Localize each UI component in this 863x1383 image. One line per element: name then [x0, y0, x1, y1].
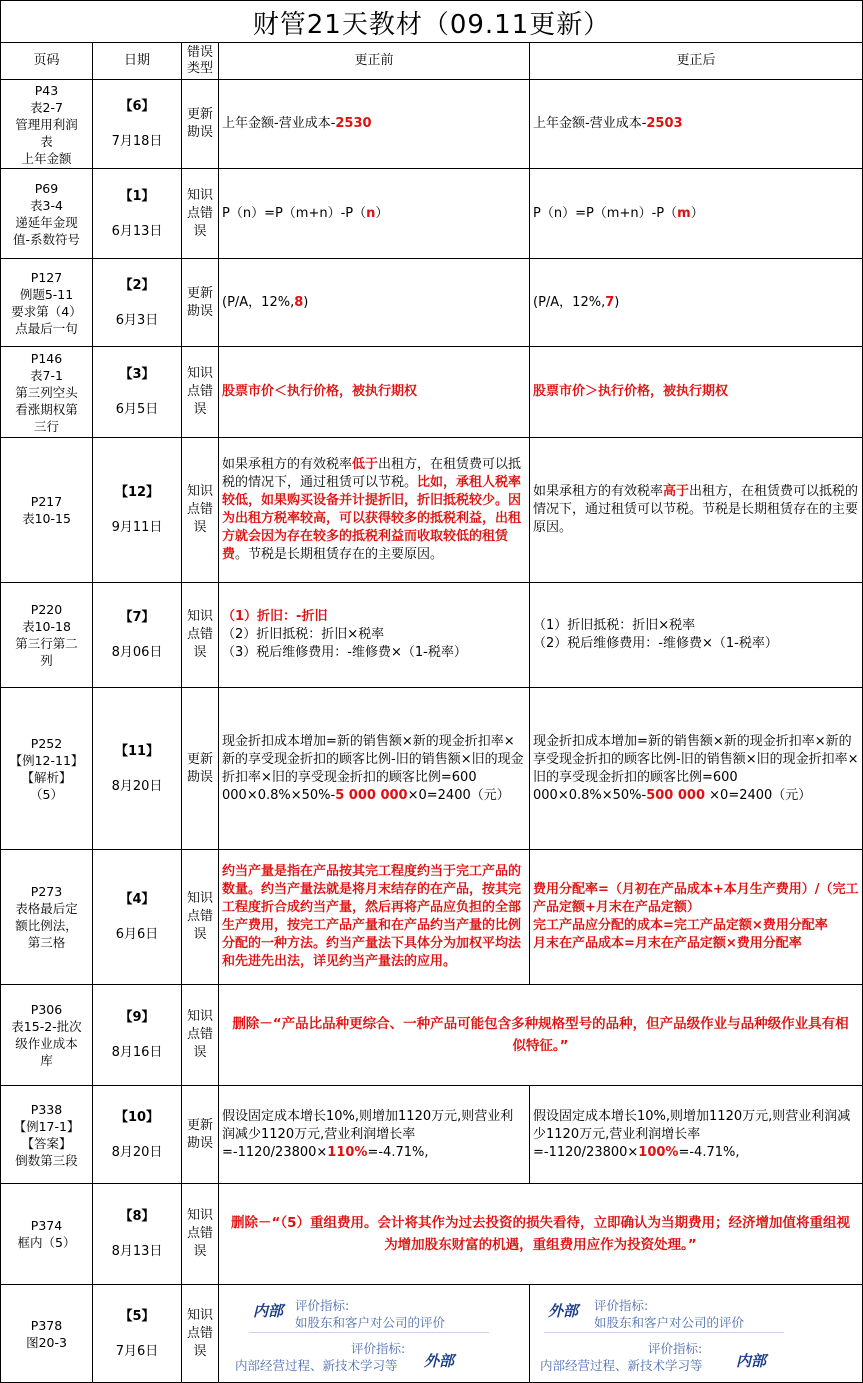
- type-cell: 知识 点错 误: [182, 169, 219, 259]
- sheet-title: 财管21天教材（09.11更新）: [0, 0, 863, 43]
- serial-number: 【8】: [119, 1209, 155, 1224]
- after-cell: 现金折扣成本增加=新的销售额×新的现金折扣率×新的享受现金折扣的顾客比例-旧的销售额×旧的现金折扣率×旧的享受现金折扣的顾客比例=600 000×0.8%×50%-500 000 ×0=2400（元）: [530, 688, 863, 850]
- date-cell: [93, 688, 182, 850]
- date-value: 8月06日: [111, 645, 163, 660]
- serial-number: 【10】: [114, 1109, 160, 1125]
- date-cell: [93, 583, 182, 688]
- correction-highlight: 2530: [335, 116, 372, 131]
- before-cell: 现金折扣成本增加=新的销售额×新的现金折扣率×新的享受现金折扣的顾客比例-旧的销售额×旧的现金折扣率×旧的享受现金折扣的顾客比例=600 000×0.8%×50%-5 000 000×0=2400（元）: [219, 688, 530, 850]
- before-cell: P（n）=P（m+n）-P（n）: [219, 169, 530, 259]
- table-row: [1, 1086, 863, 1184]
- correction-highlight: 110%: [327, 1144, 368, 1160]
- table-row: [1, 985, 863, 1086]
- diagram-label: 评价指标:: [351, 1340, 406, 1356]
- before-cell: 约当产量是指在产品按其完工程度约当于完工产品的数量。约当产量法就是将月末结存的在产品，按其完工程度折合成约当产量，然后再将产品应负担的全部生产费用，按完工产品产量和在产品约当产量的比例分配的一种方法。约当产量法下具体分为加权平均法和先进先出法，详见约当产量法的应用。: [219, 850, 530, 985]
- type-cell: 知识 点错 误: [182, 1285, 219, 1383]
- page-cell: P273 表格最后定 额比例法， 第三格: [1, 850, 93, 985]
- header-page: 页码: [1, 43, 93, 80]
- before-cell: 假设固定成本增长10%,则增加1120万元,则营业利润减少1120万元,营业利润增长率=-1120/23800×110%=-4.71%,: [219, 1086, 530, 1184]
- serial-number: 【3】: [119, 367, 155, 382]
- date-cell: [93, 80, 182, 169]
- serial-number: 【12】: [114, 485, 160, 500]
- after-cell: (P/A，12%,7): [530, 259, 863, 347]
- diagram-label: 评价指标:: [594, 1297, 649, 1313]
- date-cell: [93, 438, 182, 583]
- date-cell: [93, 985, 182, 1086]
- date-value: 8月16日: [111, 1045, 163, 1060]
- type-cell: 知识 点错 误: [182, 1184, 219, 1285]
- type-cell: 更新 勘误: [182, 80, 219, 169]
- type-cell: 知识 点错 误: [182, 347, 219, 438]
- serial-number: 【2】: [119, 277, 155, 293]
- merged-cell: 删除－“产品比品种更综合、一种产品可能包含多种规格型号的品种，但产品级作业与品种级作业具有相似特征。”: [219, 985, 863, 1086]
- diagram-tag: 内部: [736, 1351, 767, 1370]
- type-cell: 知识 点错 误: [182, 985, 219, 1086]
- table-row: [1, 1184, 863, 1285]
- date-value: 6月5日: [115, 402, 159, 417]
- date-cell: [93, 259, 182, 347]
- page-cell: P306 表15-2-批次 级作业成本 库: [1, 985, 93, 1086]
- date-value: 7月18日: [111, 134, 163, 149]
- after-cell: 股票市价＞执行价格，被执行期权: [530, 347, 863, 438]
- table-row: [1, 688, 863, 850]
- table-row: [1, 850, 863, 985]
- date-value: 6月13日: [111, 223, 163, 239]
- page-cell: P220 表10-18 第三行第二 列: [1, 583, 93, 688]
- date-cell: [93, 1285, 182, 1383]
- after-cell: P（n）=P（m+n）-P（m）: [530, 169, 863, 259]
- page-cell: P43 表2-7 管理用利润 表 上年金额: [1, 80, 93, 169]
- diagram-label: 评价指标:: [295, 1297, 350, 1313]
- diagram-desc: 如股东和客户对公司的评价: [594, 1314, 745, 1330]
- correction-highlight: 5 000 000: [335, 787, 408, 803]
- merged-cell: 删除－“（5）重组费用。会计将其作为过去投资的损失看待，立即确认为当期费用；经济增加值将重组视为增加股东财富的机遇，重组费用应作为投资处理。”: [219, 1184, 863, 1285]
- date-cell: [93, 850, 182, 985]
- before-cell: 股票市价＜执行价格，被执行期权: [219, 347, 530, 438]
- type-cell: 更新 勘误: [182, 259, 219, 347]
- serial-number: 【11】: [114, 743, 160, 759]
- date-cell: [93, 347, 182, 438]
- date-value: 8月20日: [111, 1144, 163, 1160]
- correction-highlight: （1）折旧：-折旧: [222, 609, 328, 624]
- header-after: 更正后: [530, 43, 863, 80]
- date-value: 6月6日: [115, 927, 159, 942]
- correction-highlight: 2503: [646, 116, 683, 131]
- date-value: 7月6日: [115, 1343, 159, 1359]
- header-before: 更正前: [219, 43, 530, 80]
- type-cell: 更新 勘误: [182, 1086, 219, 1184]
- correction-highlight: 高于: [663, 484, 690, 499]
- type-cell: 知识 点错 误: [182, 438, 219, 583]
- page-cell: P374 框内（5）: [1, 1184, 93, 1285]
- serial-number: 【5】: [119, 1308, 155, 1324]
- serial-number: 【9】: [119, 1010, 155, 1025]
- after-cell: 上年金额-营业成本-2503: [530, 80, 863, 169]
- correction-highlight: n: [366, 205, 376, 221]
- header-row: [1, 43, 863, 80]
- table-row: [1, 1285, 863, 1383]
- correction-highlight: 100%: [638, 1144, 679, 1160]
- after-cell: 假设固定成本增长10%,则增加1120万元,则营业利润减少1120万元,营业利润增长率=-1120/23800×100%=-4.71%,: [530, 1086, 863, 1184]
- correction-highlight: m: [677, 205, 691, 221]
- table-row: [1, 259, 863, 347]
- serial-number: 【4】: [119, 892, 155, 907]
- diagram-tag: 外部: [548, 1301, 579, 1320]
- date-cell: [93, 169, 182, 259]
- date-value: 6月3日: [115, 312, 159, 328]
- page-cell: P217 表10-15: [1, 438, 93, 583]
- date-value: 9月11日: [111, 520, 163, 535]
- diagram-label: 评价指标:: [648, 1340, 703, 1356]
- diagram-tag: 内部: [253, 1301, 284, 1320]
- date-cell: [93, 1086, 182, 1184]
- serial-number: 【6】: [119, 99, 155, 114]
- date-cell: [93, 1184, 182, 1285]
- page-cell: P146 表7-1 第三列空头 看涨期权第 三行: [1, 347, 93, 438]
- diagram-desc: 内部经营过程、新技术学习等: [235, 1357, 398, 1373]
- page-cell: P127 例题5-11 要求第（4） 点最后一句: [1, 259, 93, 347]
- table-row: [1, 583, 863, 688]
- before-cell: 上年金额-营业成本-2530: [219, 80, 530, 169]
- serial-number: 【7】: [119, 610, 155, 625]
- diagram-tag: 外部: [424, 1351, 455, 1370]
- serial-number: 【1】: [119, 188, 155, 204]
- table-row: [1, 347, 863, 438]
- correction-highlight: 8: [294, 294, 304, 310]
- before-cell: 如果承租方的有效税率低于出租方，在租赁费可以抵税的情况下，通过租赁可以节税。比如，承租人税率较低，如果购买设备并计提折旧，折旧抵税较少。因为出租方税率较高，可以获得较多的抵税利益，出租方就会因为存在较多的抵税利益而收取较低的租赁费。节税是长期租赁存在的主要原因。: [219, 438, 530, 583]
- correction-highlight: 低于: [352, 457, 379, 472]
- diagram-desc: 如股东和客户对公司的评价: [295, 1314, 446, 1330]
- page-cell: P252 【例12-11】 【解析】 （5）: [1, 688, 93, 850]
- type-cell: 知识 点错 误: [182, 850, 219, 985]
- before-cell: [219, 1285, 530, 1383]
- header-type: 错误 类型: [182, 43, 219, 80]
- after-cell: 如果承租方的有效税率高于出租方，在租赁费可以抵税的情况下，通过租赁可以节税。节税是长期租赁存在的主要原因。: [530, 438, 863, 583]
- table-row: [1, 80, 863, 169]
- before-cell: （1）折旧：-折旧 （2）折旧抵税：折旧×税率 （3）税后维修费用：-维修费×（1-税率）: [219, 583, 530, 688]
- diagram-desc: 内部经营过程、新技术学习等: [540, 1357, 703, 1373]
- evaluation-diagram-after: [530, 1286, 862, 1382]
- correction-highlight: 500 000: [646, 787, 706, 803]
- correction-highlight: 7: [605, 294, 615, 310]
- after-cell: 费用分配率=（月初在产品成本+本月生产费用）/（完工产品定额+月末在产品定额） 完工产品应分配的成本=完工产品定额×费用分配率 月末在产品成本=月末在产品定额×费用分配率: [530, 850, 863, 985]
- header-date: 日期: [93, 43, 182, 80]
- type-cell: 知识 点错 误: [182, 583, 219, 688]
- page-cell: P338 【例17-1】 【答案】 倒数第三段: [1, 1086, 93, 1184]
- diagram-divider: [249, 1332, 489, 1333]
- date-value: 8月20日: [111, 778, 163, 794]
- after-cell: [530, 1285, 863, 1383]
- table-row: [1, 438, 863, 583]
- before-cell: (P/A，12%,8): [219, 259, 530, 347]
- type-cell: 更新 勘误: [182, 688, 219, 850]
- table-row: [1, 169, 863, 259]
- correction-highlight: 比如，承租人税率较低，如果购买设备并计提折旧，折旧抵税较少。因为出租方税率较高，可以获得较多的抵税利益，出租方就会因为存在较多的抵税利益而收取较低的租赁费: [222, 475, 522, 562]
- evaluation-diagram-before: [219, 1286, 529, 1382]
- page-cell: P378 图20-3: [1, 1285, 93, 1383]
- page-cell: P69 表3-4 递延年金现 值-系数符号: [1, 169, 93, 259]
- date-value: 8月13日: [111, 1244, 163, 1259]
- after-cell: （1）折旧抵税：折旧×税率 （2）税后维修费用：-维修费×（1-税率）: [530, 583, 863, 688]
- diagram-divider: [544, 1332, 784, 1333]
- errata-table: [0, 42, 863, 1383]
